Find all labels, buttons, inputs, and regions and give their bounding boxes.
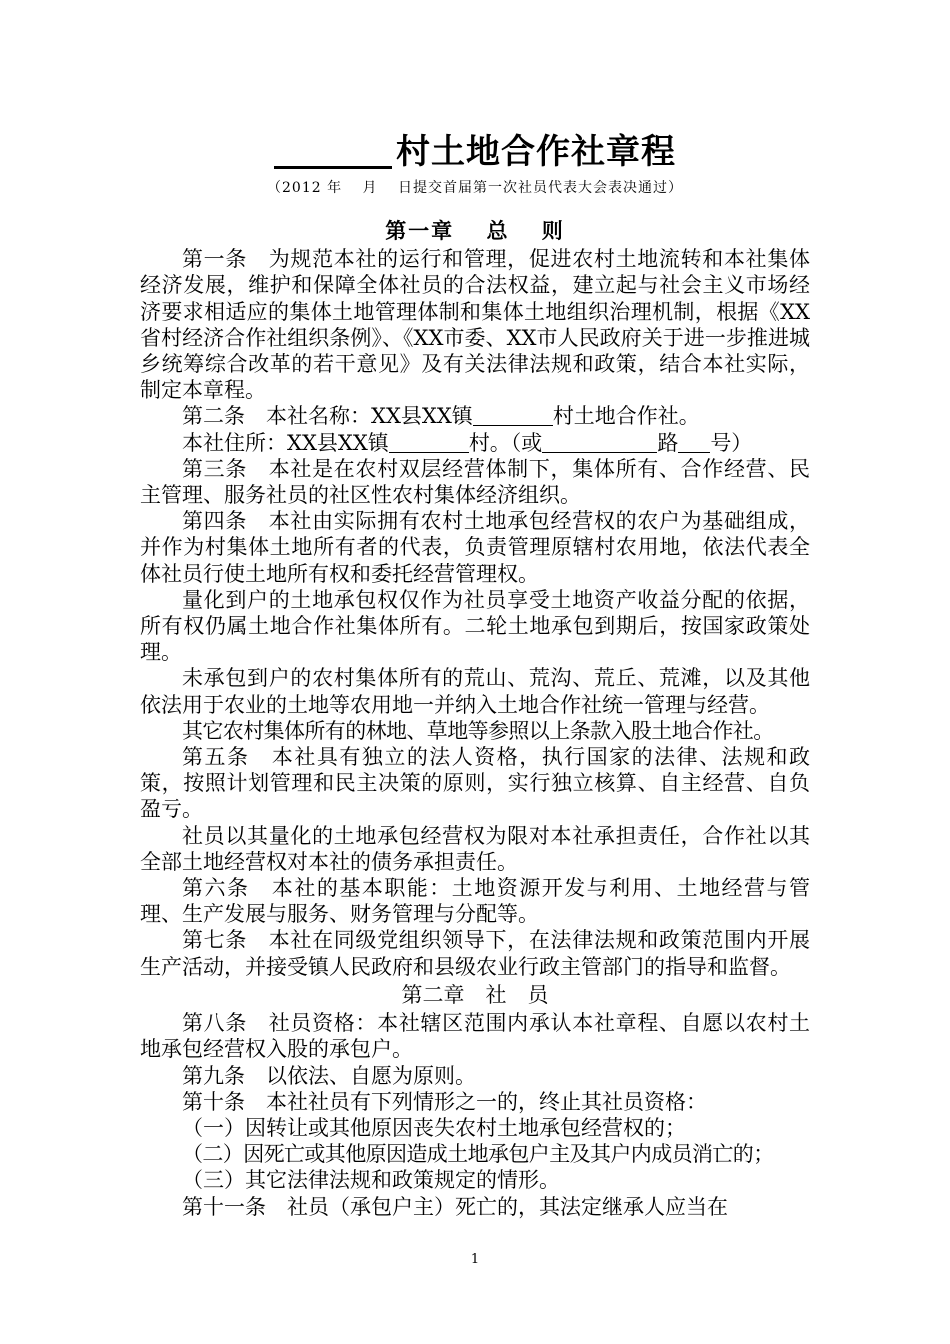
- article-2: 第二条 本社名称：XX县XX镇 村土地合作社。: [182, 404, 700, 429]
- article-4-para-2: 量化到户的土地承包权仅作为社员享受土地资产收益分配的依据，所有权仍属土地合作社集体所有。二轮土地承包到期后，按国家政策处理。: [140, 587, 810, 665]
- article-9: 第九条 以依法、自愿为原则。: [182, 1063, 476, 1088]
- title-blank-line: [274, 132, 392, 169]
- article-4-para-4: 其它农村集体所有的林地、草地等参照以上条款入股土地合作社。: [182, 718, 774, 743]
- article-1: 第一条 为规范本社的运行和管理，促进农村土地流转和本社集体经济发展，维护和保障全体社员的合法权益，建立起与社会主义市场经济要求相适应的集体土地管理体制和集体土地组织治理机制，根据《XX省村经济合作社组织条例》、《XX市委、XX市人民政府关于进一步推进城乡统筹综合改革的若干意见》及有关法律法规和政策，结合本社实际，制定本章程。: [140, 247, 810, 403]
- article-10-item-2: （二）因死亡或其他原因造成土地承包户主及其户内成员消亡的；: [182, 1142, 774, 1167]
- document-title: [140, 124, 810, 173]
- article-4-para-3: 未承包到户的农村集体所有的荒山、荒沟、荒丘、荒滩，以及其他依法用于农业的土地等农用地一并纳入土地合作社统一管理与经营。: [140, 666, 810, 717]
- title-text: 村土地合作社章程: [396, 132, 676, 172]
- chapter-1-heading: 第一章 总 则: [385, 218, 565, 243]
- article-6: 第六条 本社的基本职能：土地资源开发与利用、土地经营与管理、生产发展与服务、财务管理与分配等。: [140, 876, 810, 927]
- address-village-blank: [389, 432, 469, 453]
- page-number: 1: [470, 1252, 480, 1267]
- article-3: 第三条 本社是在农村双层经营体制下，集体所有、合作经营、民主管理、服务社员的社区性农村集体经济组织。: [140, 456, 810, 508]
- document-body: [140, 216, 810, 1220]
- document-subtitle: （2012 年 月 日提交首届第一次社员代表大会表决通过）: [267, 180, 683, 196]
- article-4: 第四条 本社由实际拥有农村土地承包经营权的农户为基础组成，并作为村集体土地所有者的代表，负责管理原辖村农用地，依法代表全体社员行使土地所有权和委托经营管理权。: [140, 509, 810, 586]
- village-name-blank: [473, 405, 553, 426]
- article-11: 第十一条 社员（承包户主）死亡的，其法定继承人应当在: [182, 1194, 728, 1219]
- address-number-blank: [678, 432, 710, 453]
- article-10: 第十条 本社社员有下列情形之一的，终止其社员资格：: [182, 1089, 707, 1114]
- article-8: 第八条 社员资格：本社辖区范围内承认本社章程、自愿以农村土地承包经营权入股的承包户。: [140, 1011, 810, 1062]
- article-2-address: 本社住所：XX县XX镇 村。（或 路 号）: [182, 430, 753, 455]
- article-5: 第五条 本社具有独立的法人资格，执行国家的法律、法规和政策，按照计划管理和民主决策的原则，实行独立核算、自主经营、自负盈亏。: [140, 745, 810, 822]
- article-10-item-1: （一）因转让或其他原因丧失农村土地承包经营权的；: [182, 1115, 686, 1140]
- chapter-2-heading: 第二章 社 员: [401, 982, 549, 1007]
- article-5-para-2: 社员以其量化的土地承包经营权为限对本社承担责任，合作社以其全部土地经营权对本社的债务承担责任。: [140, 823, 810, 874]
- article-7: 第七条 本社在同级党组织领导下，在法律法规和政策范围内开展生产活动，并接受镇人民政府和县级农业行政主管部门的指导和监督。: [140, 928, 810, 979]
- article-10-item-3: （三）其它法律法规和政策规定的情形。: [182, 1168, 560, 1193]
- address-road-blank: [542, 432, 657, 453]
